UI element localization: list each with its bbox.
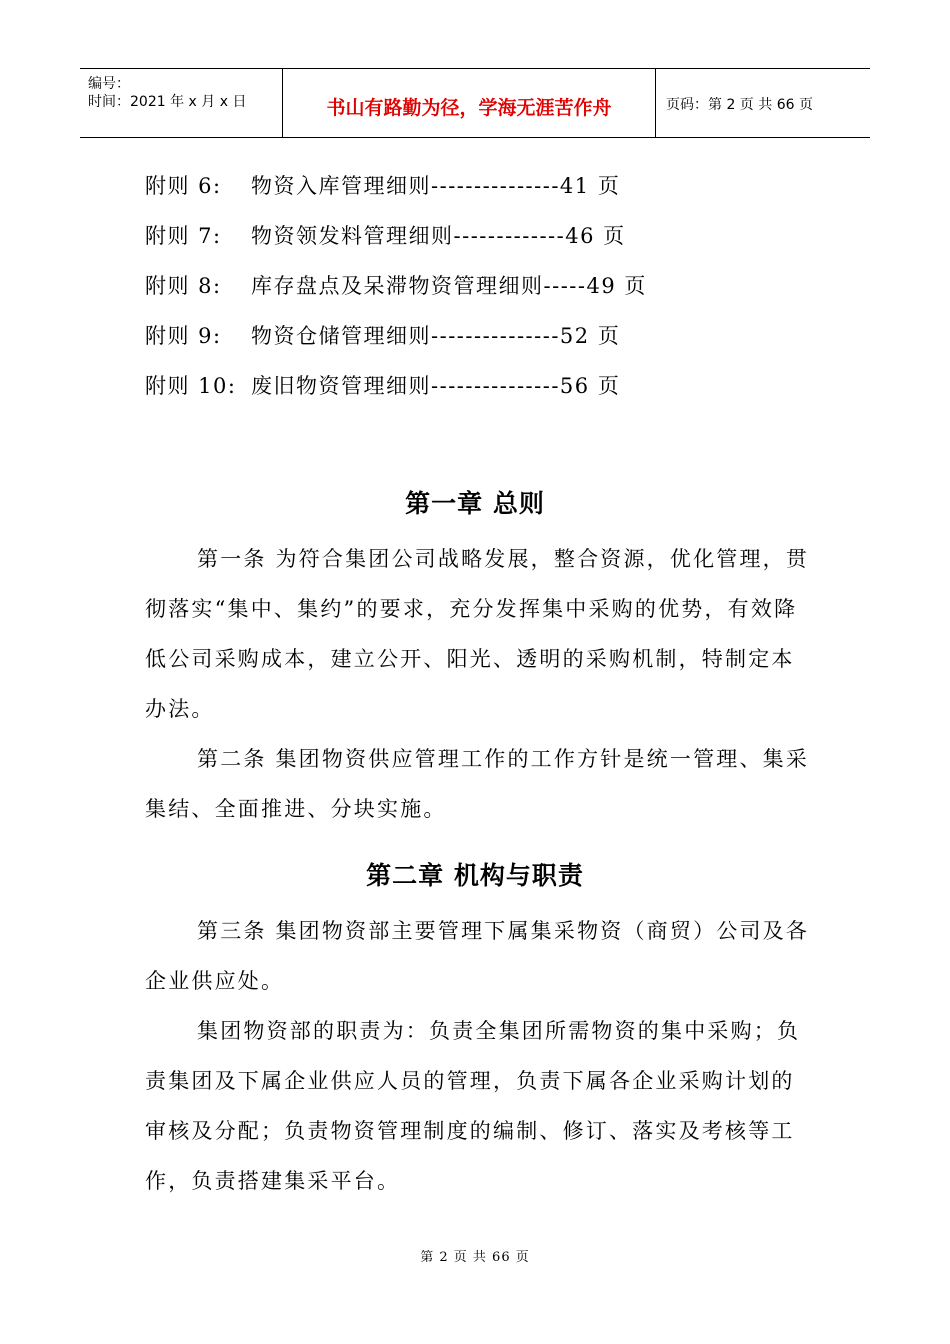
document-number-label: 编号： bbox=[88, 76, 130, 92]
toc-entry bbox=[145, 368, 647, 418]
toc-entry-text: 物资仓储管理细则---------------52 页 bbox=[251, 324, 621, 348]
header-motto-cell bbox=[283, 69, 656, 137]
article-1-paragraph: 第一条 为符合集团公司战略发展，整合资源，优化管理，贯彻落实“集中、集约”的要求，充分发挥集中采购的优势，有效降低公司采购成本，建立公开、阳光、透明的采购机制，特制定本办法。 bbox=[145, 547, 810, 721]
article-3-paragraph: 第三条 集团物资部主要管理下属集采物资（商贸）公司及各企业供应处。 bbox=[145, 919, 810, 993]
article-2-paragraph: 第二条 集团物资供应管理工作的工作方针是统一管理、集采集结、全面推进、分块实施。 bbox=[145, 747, 810, 821]
toc-entry-text: 废旧物资管理细则---------------56 页 bbox=[251, 374, 621, 398]
toc-entry-label: 附则 6: bbox=[145, 174, 222, 198]
header-page-cell bbox=[656, 69, 870, 137]
toc-entry-text: 物资领发料管理细则-------------46 页 bbox=[251, 224, 626, 248]
toc-entry-label: 附则 8: bbox=[145, 274, 222, 298]
chapter-2-title: 第二章 机构与职责 bbox=[366, 861, 584, 890]
toc-entry-text: 库存盘点及呆滞物资管理细则-----49 页 bbox=[251, 274, 647, 298]
toc-entry-label: 附则 10: bbox=[145, 374, 237, 398]
toc-entry bbox=[145, 218, 647, 268]
document-time-label: 时间：2021 年 x 月 x 日 bbox=[88, 94, 247, 110]
page-footer: 第 2 页 共 66 页 bbox=[420, 1250, 530, 1265]
document-header bbox=[80, 68, 870, 138]
header-meta-cell bbox=[80, 69, 283, 137]
header-motto: 书山有路勤为径，学海无涯苦作舟 bbox=[326, 97, 612, 119]
toc-entry bbox=[145, 168, 647, 218]
toc-entry-label: 附则 7: bbox=[145, 224, 222, 248]
header-page-info: 页码：第 2 页 共 66 页 bbox=[666, 97, 813, 113]
material-department-duties-paragraph: 集团物资部的职责为：负责全集团所需物资的集中采购；负责集团及下属企业供应人员的管理，负责下属各企业采购计划的审核及分配；负责物资管理制度的编制、修订、落实及考核等工作，负责搭建集采平台。 bbox=[145, 1019, 801, 1193]
table-of-contents bbox=[145, 168, 647, 418]
toc-entry bbox=[145, 268, 647, 318]
toc-entry-label: 附则 9: bbox=[145, 324, 222, 348]
toc-entry-text: 物资入库管理细则---------------41 页 bbox=[251, 174, 621, 198]
chapter-1-title: 第一章 总则 bbox=[405, 489, 545, 518]
toc-entry bbox=[145, 318, 647, 368]
